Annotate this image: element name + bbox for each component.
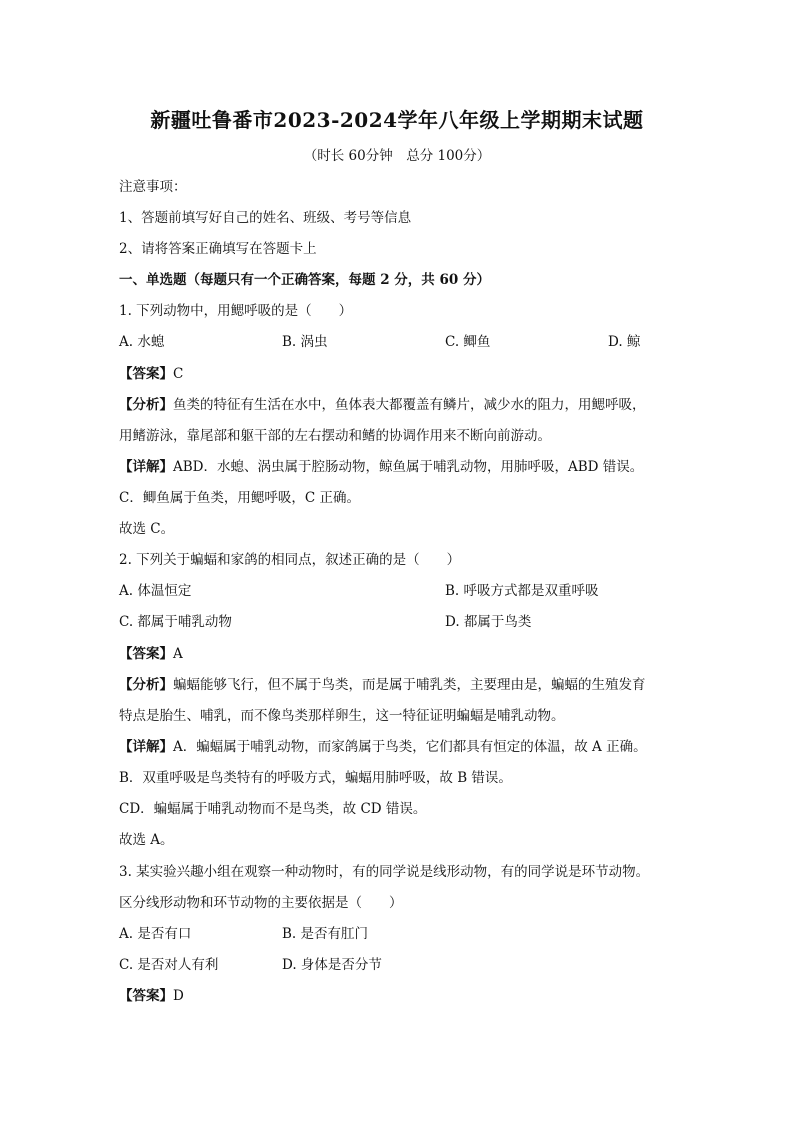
detail-text: CD．蝙蝠属于哺乳动物而不是鸟类，故 CD 错误。 bbox=[119, 801, 427, 817]
question-option: C. 都属于哺乳动物 bbox=[119, 614, 232, 630]
detail-label: 【详解】 bbox=[119, 739, 173, 755]
question-option: B. 呼吸方式都是双重呼吸 bbox=[445, 583, 599, 599]
detail-label: 【详解】 bbox=[119, 459, 173, 475]
detail-line bbox=[119, 737, 647, 757]
question-option: D. 都属于鸟类 bbox=[445, 614, 532, 630]
question-option: A. 是否有口 bbox=[119, 926, 192, 942]
answer-value: A bbox=[173, 646, 183, 662]
answer-line bbox=[119, 644, 183, 664]
question-option: C. 鲫鱼 bbox=[445, 334, 491, 350]
analysis-text: 用鳍游泳，靠尾部和躯干部的左右摆动和鳍的协调作用来不断向前游动。 bbox=[119, 428, 551, 444]
detail-text: 故选 C。 bbox=[119, 521, 175, 537]
answer-value: C bbox=[173, 366, 184, 382]
answer-label: 【答案】 bbox=[119, 646, 173, 662]
question-stem: 1. 下列动物中，用鳃呼吸的是（ ） bbox=[119, 303, 353, 319]
question-option: A. 水螅 bbox=[119, 334, 165, 350]
question-stem: 3. 某实验兴趣小组在观察一种动物时，有的同学说是线形动物，有的同学说是环节动物。 bbox=[119, 864, 650, 880]
detail-text: 故选 A。 bbox=[119, 832, 174, 848]
question-option: C. 是否对人有利 bbox=[119, 957, 219, 973]
question-option: B. 是否有肛门 bbox=[282, 926, 369, 942]
analysis-text: 蝙蝠能够飞行，但不属于鸟类，而是属于哺乳类，主要理由是，蝙蝠的生殖发育 bbox=[173, 677, 646, 693]
answer-line bbox=[119, 364, 183, 384]
analysis-line bbox=[119, 675, 646, 695]
question-option: B. 涡虫 bbox=[282, 334, 328, 350]
answer-line bbox=[119, 986, 184, 1006]
notes-heading: 注意事项： bbox=[119, 179, 187, 195]
analysis-text: 鱼类的特征有生活在水中，鱼体表大都覆盖有鳞片，减少水的阻力，用鳃呼吸， bbox=[173, 397, 646, 413]
answer-label: 【答案】 bbox=[119, 366, 173, 382]
page-title: 新疆吐鲁番市2023-2024学年八年级上学期期末试题 bbox=[150, 108, 644, 132]
answer-value: D bbox=[173, 988, 184, 1004]
detail-text: B．双重呼吸是鸟类特有的呼吸方式，蝙蝠用肺呼吸，故 B 错误。 bbox=[119, 770, 512, 786]
page-subtitle: （时长 60分钟 总分 100分） bbox=[303, 148, 491, 164]
section-heading: 一、单选题（每题只有一个正确答案，每题 2 分，共 60 分） bbox=[119, 272, 490, 288]
detail-text: A．蝙蝠属于哺乳动物，而家鸽属于鸟类，它们都具有恒定的体温，故 A 正确。 bbox=[173, 739, 647, 755]
analysis-label: 【分析】 bbox=[119, 677, 173, 693]
detail-line bbox=[119, 457, 643, 477]
analysis-label: 【分析】 bbox=[119, 397, 173, 413]
question-stem: 区分线形动物和环节动物的主要依据是（ ） bbox=[119, 895, 403, 911]
detail-text: ABD．水螅、涡虫属于腔肠动物，鲸鱼属于哺乳动物，用肺呼吸，ABD 错误。 bbox=[173, 459, 644, 475]
analysis-text: 特点是胎生、哺乳，而不像鸟类那样卵生，这一特征证明蝙蝠是哺乳动物。 bbox=[119, 708, 565, 724]
question-option: D. 鲸 bbox=[608, 334, 641, 350]
question-option: A. 体温恒定 bbox=[119, 583, 192, 599]
detail-text: C．鲫鱼属于鱼类，用鳃呼吸，C 正确。 bbox=[119, 490, 360, 506]
analysis-line bbox=[119, 395, 646, 415]
question-stem: 2. 下列关于蝙蝠和家鸽的相同点，叙述正确的是（ ） bbox=[119, 552, 461, 568]
question-option: D. 身体是否分节 bbox=[282, 957, 382, 973]
notes-item: 2、请将答案正确填写在答题卡上 bbox=[119, 241, 317, 257]
notes-item: 1、答题前填写好自己的姓名、班级、考号等信息 bbox=[119, 210, 412, 226]
answer-label: 【答案】 bbox=[119, 988, 173, 1004]
